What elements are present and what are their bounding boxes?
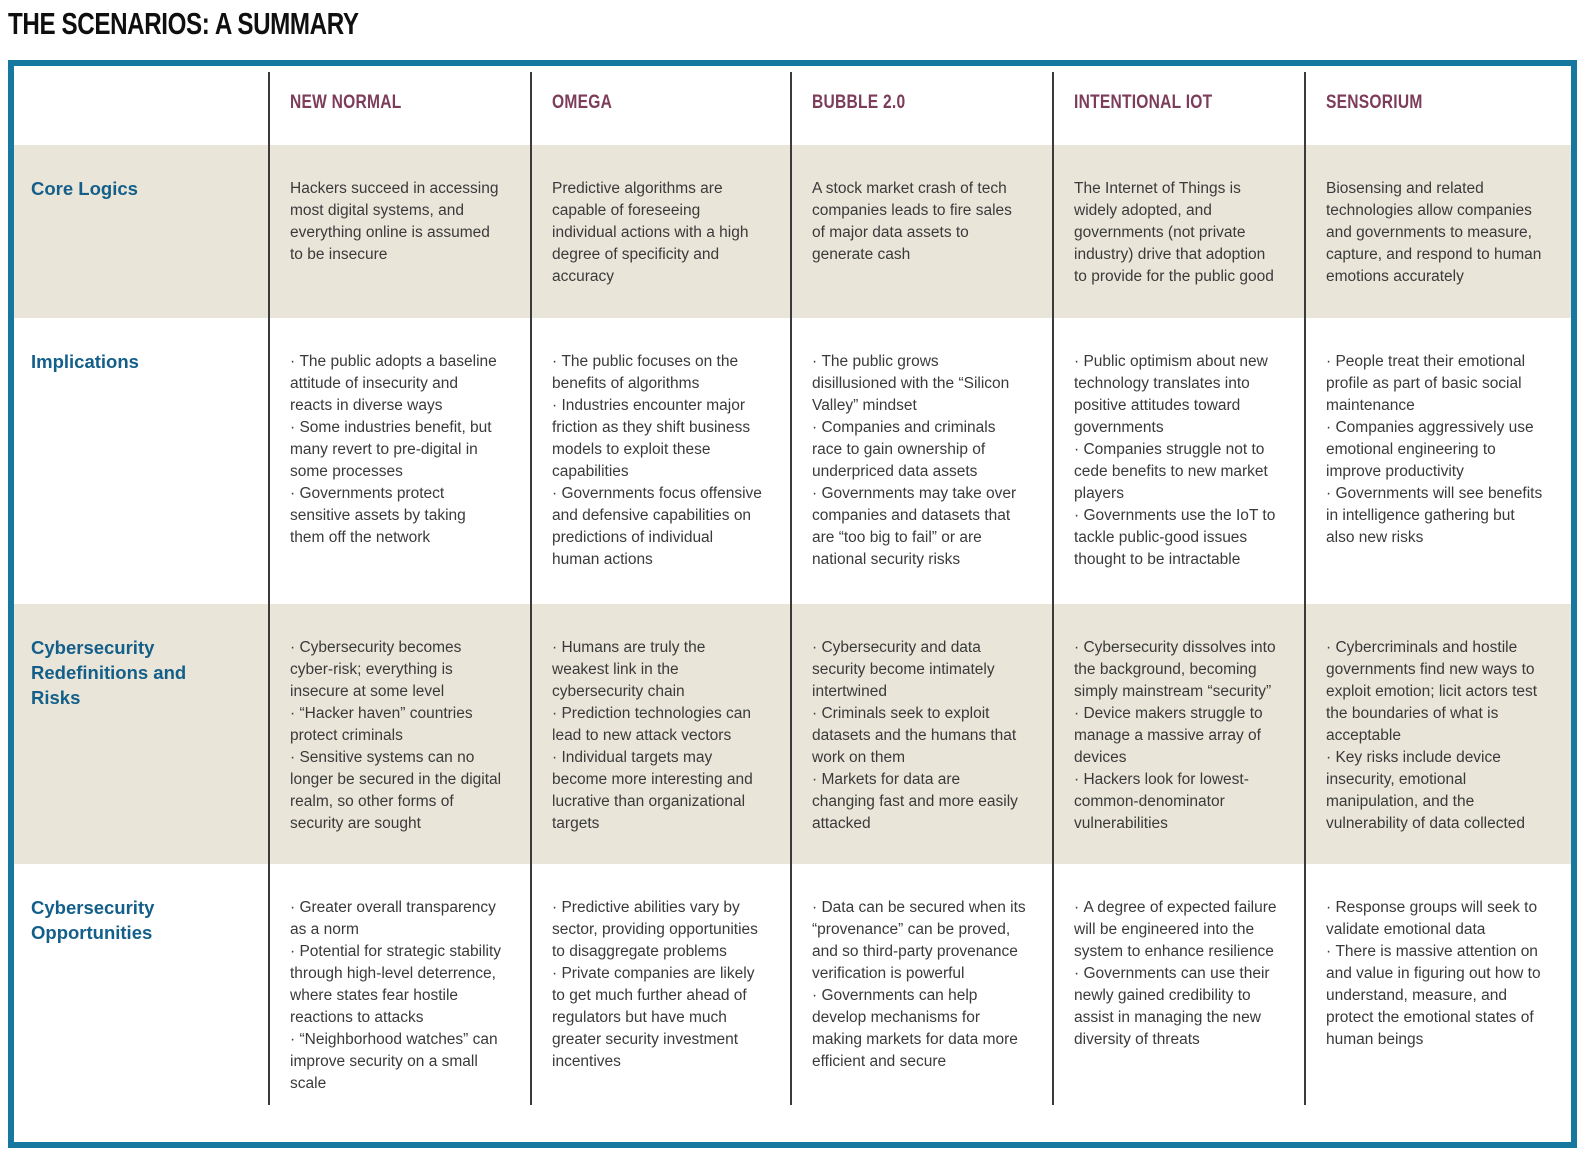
cell-bubble-core-logic: A stock market crash of tech companies leads to fire sales of major data assets to generate cash [812,180,1012,263]
bullet-item: · Governments can help develop mechanisms for making markets for data more efficient and secure [812,985,1026,1073]
bullet-item: · Response groups will seek to validate emotional data [1326,897,1545,941]
bullet-item: · People treat their emotional profile as part of basic social maintenance [1326,351,1545,417]
column-divider [530,72,532,1105]
column-header-bubble-2-0 [790,66,1052,145]
column-divider [790,72,792,1105]
cell-sensorium-opportunities [1304,864,1571,1142]
bullet-item: · Governments may take over companies and datasets that are “too big to fail” or are national security risks [812,483,1026,571]
bullet-item: · Humans are truly the weakest link in the cybersecurity chain [552,637,764,703]
bullet-item: · Companies aggressively use emotional engineering to improve productivity [1326,417,1545,483]
bullet-item: · Governments will see benefits in intelligence gathering but also new risks [1326,483,1545,549]
cell-iot-implications [1052,318,1304,604]
cell-new-normal-opportunities [268,864,530,1142]
column-header-label: INTENTIONAL IOT [1074,92,1213,113]
cell-bubble-implications [790,318,1052,604]
bullet-item: · Some industries benefit, but many revert to pre-digital in some processes [290,417,504,483]
row-cybersecurity-redefinitions-risks [14,604,1571,864]
bullet-item: · Hackers look for lowest-common-denominator vulnerabilities [1074,769,1278,835]
bullet-item: · Cybercriminals and hostile governments find new ways to exploit emotion; licit actors test the boundaries of what is acceptable [1326,637,1545,747]
bullet-item: · “Neighborhood watches” can improve security on a small scale [290,1029,504,1095]
cell-new-normal-core-logic: Hackers succeed in accessing most digital systems, and everything online is assumed to be insecure [290,180,499,263]
bullet-item: · Prediction technologies can lead to new attack vectors [552,703,764,747]
cell-sensorium-implications [1304,318,1571,604]
column-header-label: SENSORIUM [1326,92,1423,113]
bullet-item: · Governments can use their newly gained credibility to assist in managing the new diversity of threats [1074,963,1278,1051]
bullet-item: · Cybersecurity becomes cyber-risk; everything is insecure at some level [290,637,504,703]
cell-new-normal-implications [268,318,530,604]
bullet-item: · Companies struggle not to cede benefits to new market players [1074,439,1278,505]
header-spacer-cell [14,66,268,145]
column-divider [268,72,270,1105]
bullet-item: · Companies and criminals race to gain ownership of underpriced data assets [812,417,1026,483]
column-header-label: NEW NORMAL [290,92,402,113]
cell-new-normal-risks [268,604,530,864]
column-header-label: BUBBLE 2.0 [812,92,906,113]
cell-sensorium-risks [1304,604,1571,864]
cell-omega-opportunities [530,864,790,1142]
bullet-item: · Governments focus offensive and defensive capabilities on predictions of individual human actions [552,483,764,571]
bullet-item: · Potential for strategic stability through high-level deterrence, where states fear hostile reactions to attacks [290,941,504,1029]
bullet-item: · Public optimism about new technology translates into positive attitudes toward governments [1074,351,1278,439]
column-header-new-normal [268,66,530,145]
cell-iot-core-logic: The Internet of Things is widely adopted, and governments (not private industry) drive that adoption to provide for the public good [1074,180,1274,285]
bullet-item: · Cybersecurity dissolves into the background, becoming simply mainstream “security” [1074,637,1278,703]
column-divider [1052,72,1054,1105]
row-header-core-logics: Core Logics [31,178,138,199]
bullet-item: · Sensitive systems can no longer be secured in the digital realm, so other forms of security are sought [290,747,504,835]
bullet-item: · Device makers struggle to manage a massive array of devices [1074,703,1278,769]
cell-omega-core-logic: Predictive algorithms are capable of foreseeing individual actions with a high degree of specificity and accuracy [552,180,749,285]
row-implications [14,318,1571,604]
bullet-item: · Predictive abilities vary by sector, providing opportunities to disaggregate problems [552,897,764,963]
column-header-sensorium [1304,66,1571,145]
bullet-item: · A degree of expected failure will be engineered into the system to enhance resilience [1074,897,1278,963]
row-header-opportunities: Cybersecurity Opportunities [31,897,155,944]
bullet-item: · There is massive attention on and value in figuring out how to understand, measure, and protect the emotional states of human beings [1326,941,1545,1051]
row-cybersecurity-opportunities [14,864,1571,1142]
bullet-item: · Industries encounter major friction as they shift business models to exploit these capabilities [552,395,764,483]
table-header-row [14,66,1571,145]
column-header-omega [530,66,790,145]
bullet-item: · “Hacker haven” countries protect criminals [290,703,504,747]
row-header-redefinitions-risks: Cybersecurity Redefinitions and Risks [31,637,187,709]
bullet-item: · Private companies are likely to get much further ahead of regulators but have much greater security investment incentives [552,963,764,1073]
row-header-implications: Implications [31,351,139,372]
cell-sensorium-core-logic: Biosensing and related technologies allow companies and governments to measure, capture, and respond to human emotions accurately [1326,180,1542,285]
page-title: THE SCENARIOS: A SUMMARY [8,6,359,41]
cell-iot-risks [1052,604,1304,864]
bullet-item: · Data can be secured when its “provenance” can be proved, and so third-party provenance verification is powerful [812,897,1026,985]
bullet-item: · Governments use the IoT to tackle public-good issues thought to be intractable [1074,505,1278,571]
bullet-item: · Governments protect sensitive assets by taking them off the network [290,483,504,549]
column-header-intentional-iot [1052,66,1304,145]
bullet-item: · The public adopts a baseline attitude of insecurity and reacts in diverse ways [290,351,504,417]
bullet-item: · Greater overall transparency as a norm [290,897,504,941]
cell-omega-risks [530,604,790,864]
scenario-summary-table [8,60,1577,1148]
bullet-item: · Markets for data are changing fast and more easily attacked [812,769,1026,835]
cell-iot-opportunities [1052,864,1304,1142]
column-header-label: OMEGA [552,92,613,113]
bullet-item: · The public focuses on the benefits of algorithms [552,351,764,395]
bullet-item: · Key risks include device insecurity, emotional manipulation, and the vulnerability of data collected [1326,747,1545,835]
bullet-item: · The public grows disillusioned with the “Silicon Valley” mindset [812,351,1026,417]
bullet-item: · Criminals seek to exploit datasets and the humans that work on them [812,703,1026,769]
bullet-item: · Cybersecurity and data security become intimately intertwined [812,637,1026,703]
bullet-item: · Individual targets may become more interesting and lucrative than organizational targets [552,747,764,835]
column-divider [1304,72,1306,1105]
cell-omega-implications [530,318,790,604]
row-core-logics [14,145,1571,318]
cell-bubble-risks [790,604,1052,864]
cell-bubble-opportunities [790,864,1052,1142]
